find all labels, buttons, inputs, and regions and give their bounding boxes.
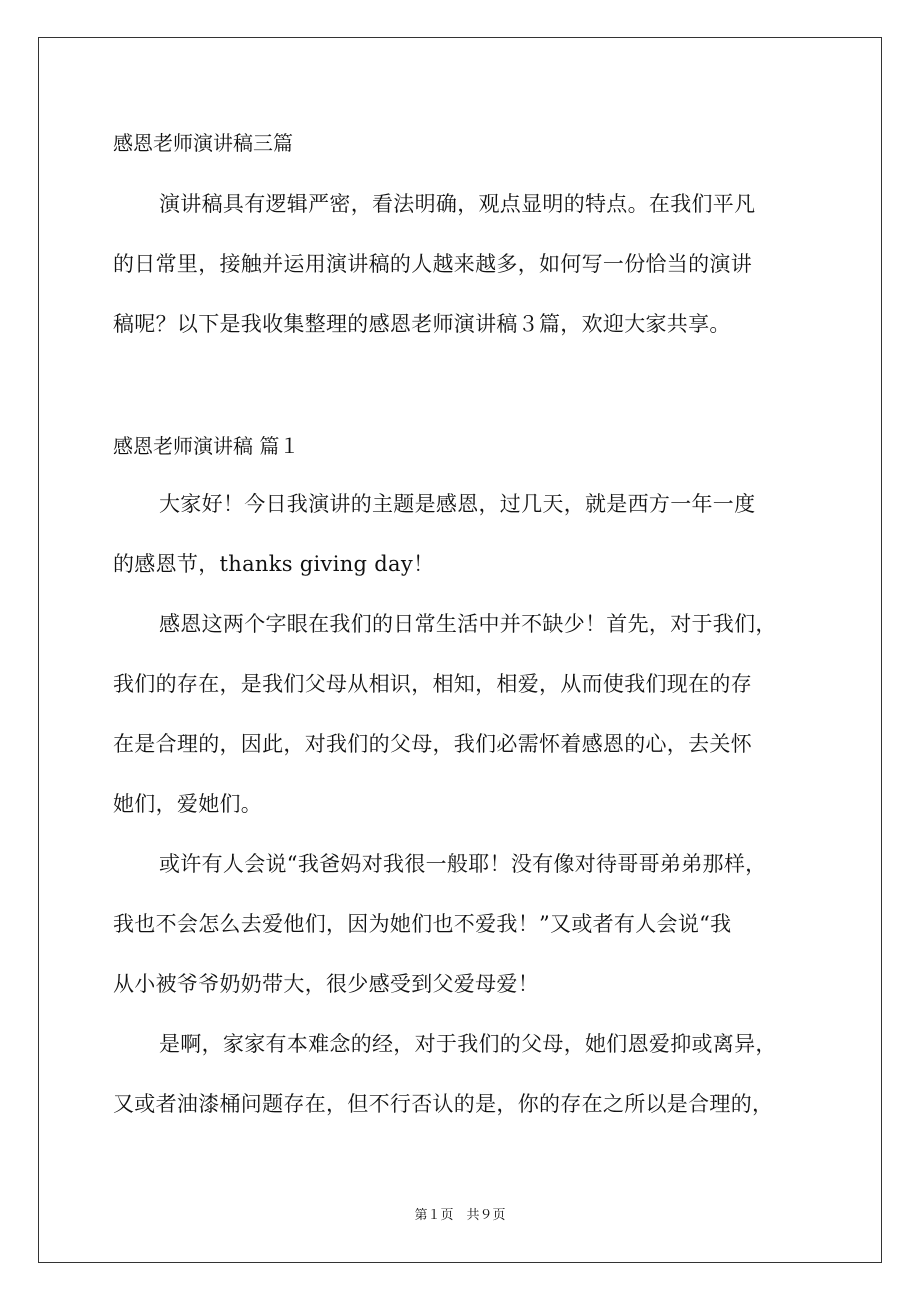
intro-line: 演讲稿具有逻辑严密，看法明确，观点显明的特点。在我们平凡 [159, 192, 756, 216]
body-line: 的感恩节，thanks giving day！ [113, 552, 435, 576]
body-line: 或许有人会说“我爸妈对我很一般耶！没有像对待哥哥弟弟那样， [159, 852, 767, 876]
body-line: 是啊，家家有本难念的经，对于我们的父母，她们恩爱抑或离异， [159, 1032, 777, 1056]
body-line: 从小被爷爷奶奶带大，很少感受到父爱母爱！ [113, 972, 539, 996]
section-body [113, 474, 813, 1134]
body-line: 又或者油漆桶问题存在，但不行否认的是，你的存在之所以是合理的， [113, 1092, 774, 1116]
body-line: 我们的存在，是我们父母从相识，相知，相爱，从而使我们现在的存 [113, 672, 752, 696]
intro-line: 稿呢？以下是我收集整理的感恩老师演讲稿３篇，欢迎大家共享。 [113, 312, 731, 336]
body-line: 感恩这两个字眼在我们的日常生活中并不缺少！首先，对于我们， [159, 612, 777, 636]
section-heading: 感恩老师演讲稿 篇１ [113, 434, 300, 458]
body-line: 我也不会怎么去爱他们，因为她们也不爱我！”又或者有人会说“我 [113, 912, 732, 936]
intro-line: 的日常里，接触并运用演讲稿的人越来越多，如何写一份恰当的演讲 [113, 252, 752, 276]
body-line: 在是合理的，因此，对我们的父母，我们必需怀着感恩的心，去关怀 [113, 732, 752, 756]
document-title: 感恩老师演讲稿三篇 [113, 131, 293, 155]
body-line: 大家好！今日我演讲的主题是感恩，过几天，就是西方一年一度 [159, 492, 756, 516]
body-line: 她们，爱她们。 [113, 792, 263, 816]
intro-paragraph [113, 174, 813, 354]
page-number-footer: 第１页 共９页 [414, 1208, 506, 1223]
